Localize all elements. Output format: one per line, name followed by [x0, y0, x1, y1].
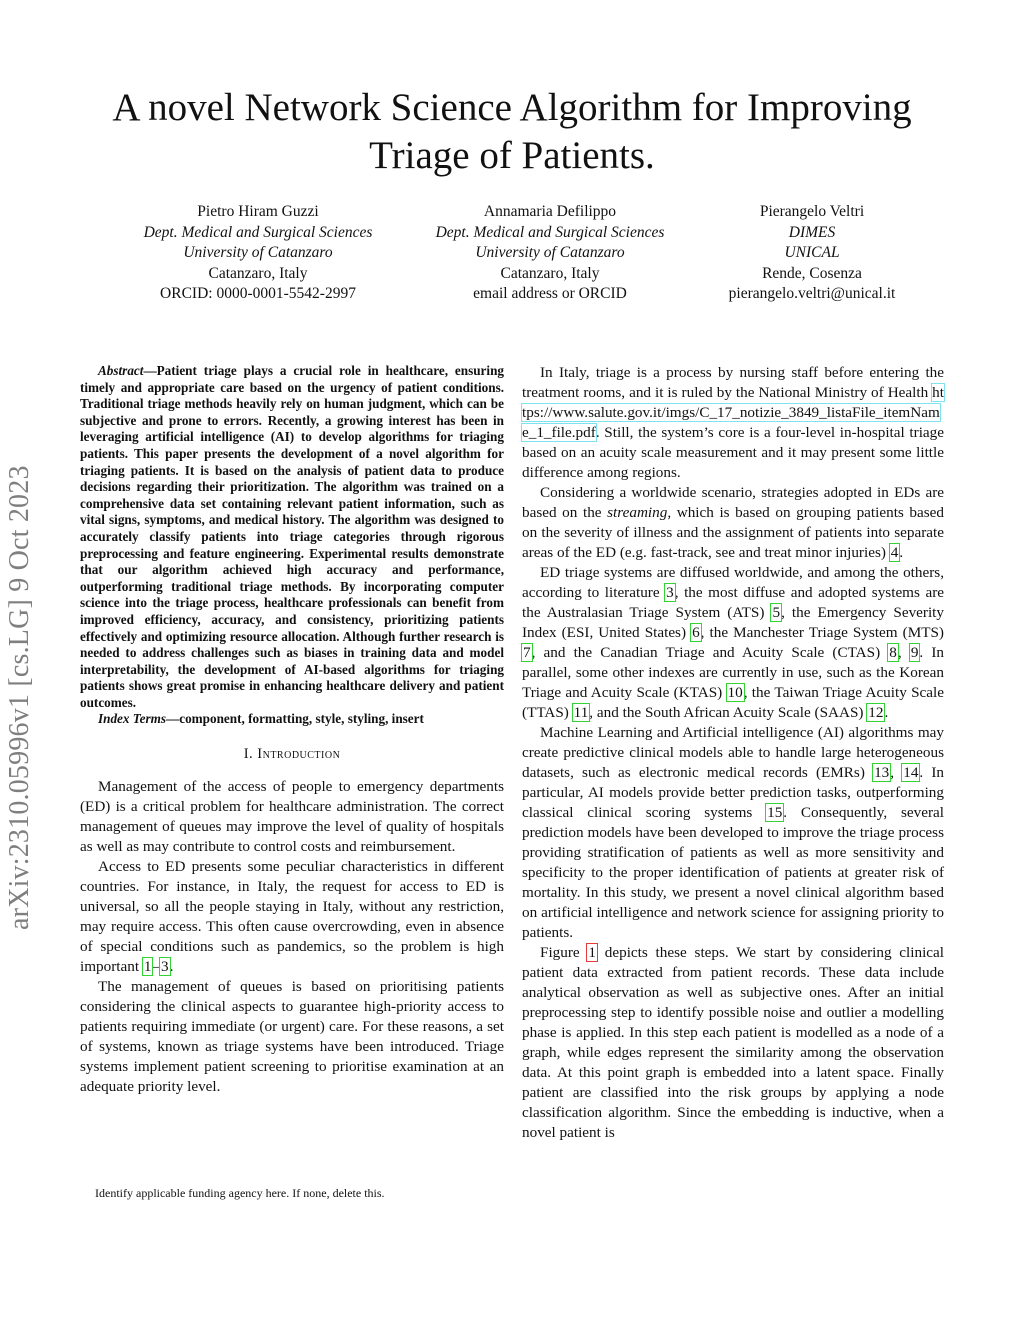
text-run: . — [899, 544, 904, 561]
text-run: , which is based on grouping patients based on the severity of illness and the assignment of patients into separate areas of the ED (e.g. fast-track, see and treat minor injuries) — [522, 504, 945, 561]
text-run: . In parallel, some other indexes are currently in use, such as the Korean Triage and Acuity Scale (KTAS) — [522, 644, 945, 701]
citation-link[interactable]: 3 — [161, 958, 169, 976]
text-run: Access to ED presents some peculiar characteristics in different countries. For instance, in Italy, the request for access to ED is universal, so all the people staying in Italy, without any restriction, may require access. This often cause overcrowding, even in absence of special conditions such as pandemics, so the problem is high important — [80, 858, 504, 976]
text-run: . — [169, 958, 174, 976]
citation-link[interactable]: 12 — [868, 704, 884, 721]
text-run: , — [897, 644, 910, 661]
author-3 — [692, 202, 932, 305]
citation-link[interactable]: 15 — [767, 804, 783, 821]
author-dept: DIMES — [788, 223, 836, 241]
author-city: Catanzaro, Italy — [500, 264, 600, 282]
text-run: Machine Learning and Artificial intelligence (AI) algorithms may create predictive clinical models able to handle large heterogeneous datasets, such as electronic medical records (EMRs) — [522, 724, 944, 781]
citation-link[interactable]: 11 — [573, 704, 589, 721]
section-heading: I. Introduction — [243, 746, 341, 763]
arxiv-identifier[interactable]: arXiv:2310.05996v1 [cs.LG] 9 Oct 2023 — [4, 465, 35, 930]
right-column — [522, 363, 944, 1143]
url-link[interactable]: https://www.salute.gov.it/imgs/C_17_notizie_3849_listaFile_itemName_1_file.pdf — [522, 384, 944, 441]
citation-link[interactable]: 10 — [727, 684, 743, 701]
author-contact: pierangelo.veltri@unical.it — [728, 285, 896, 303]
citation-link[interactable]: 3 — [666, 584, 674, 601]
author-city: Catanzaro, Italy — [208, 264, 308, 282]
citation-link[interactable]: 4 — [890, 544, 899, 561]
index-terms — [80, 711, 504, 728]
text-run: , and the South African Acuity Scale (SAAS) — [589, 704, 868, 721]
author-university: UNICAL — [784, 244, 840, 262]
author-name: Pierangelo Veltri — [759, 203, 865, 220]
left-column — [80, 363, 504, 1097]
text-run: , the Emergency Severity Index (ESI, United States) — [522, 604, 944, 641]
abstract — [80, 363, 504, 711]
text-run: depicts these steps. We start by considering clinical patient data extracted from patient records. These data include analytical observation as well as subjective ones. After an initial preprocessing step to identify possible noise and outlier a modelling phase is applied. In this step each patient is modelled as a node of a graph, while edges represent the similarity among the observation data. At this point graph is embedded into a latent space. Finally patient are classified into the risk groups by applying a node classification algorithm. Since the embedding is inductive, when a novel patient is — [522, 944, 944, 1141]
text-run: ED triage systems are diffused worldwide, and among the others, according to literature — [522, 564, 944, 601]
text-run: , the Taiwan Triage Acuity Scale (TTAS) — [522, 684, 945, 721]
citation-link[interactable]: 8 — [889, 644, 897, 661]
author-university: University of Catanzaro — [475, 244, 625, 262]
footnote: Identify applicable funding agency here. If none, delete this. — [95, 1186, 385, 1200]
citation-link[interactable]: 14 — [903, 764, 919, 781]
author-dept: Dept. Medical and Surgical Sciences — [143, 223, 373, 241]
citation-link[interactable]: 1 — [143, 958, 152, 976]
citation-link[interactable]: 5 — [772, 604, 781, 621]
citation-link[interactable]: 6 — [692, 624, 700, 641]
emphasis: streaming — [607, 504, 668, 521]
author-university: University of Catanzaro — [183, 244, 333, 262]
citation-link[interactable]: 7 — [523, 644, 531, 661]
body-paragraph — [522, 943, 944, 1143]
index-terms-label: Index Terms — [98, 711, 167, 727]
author-dept: Dept. Medical and Surgical Sciences — [435, 223, 665, 241]
citation-link[interactable]: 9 — [910, 644, 919, 661]
text-run: . Still, the system’s core is a four-level in-hospital triage based on an acuity scale measurement and it may present some little difference among regions. — [522, 424, 944, 481]
text-run: In Italy, triage is a process by nursing staff before entering the treatment rooms, and it is ruled by the National Ministry of Health — [522, 364, 944, 401]
author-2 — [390, 202, 710, 305]
abstract-text: —Patient triage plays a crucial role in healthcare, ensuring timely and appropriate care based on the urgency of patient conditions. Traditional triage methods heavily rely on human judgment, which can be subjective and prone to errors. Recently, a growing interest has been in leveraging artificial intelligence (AI) to develop algorithms for triaging patients. This paper presents the development of a novel algorithm for triaging patients. It is based on the analysis of patient data to produce decisions regarding their prioritization. The algorithm was trained on a comprehensive data set containing relevant patient information, such as vital signs, symptoms, and medical history. The algorithm was designed to accurately classify patients into triage categories through rigorous preprocessing and feature engineering. Experimental results demonstrate that our algorithm achieved high accuracy and performance, outperforming traditional triage methods. By incorporating computer science into the triage process, healthcare professionals can benefit from improved efficiency, accuracy, and consistency, prioritizing patients effectively and optimizing resource allocation. Although further research is needed to address challenges such as biases in training data and model interpretability, the development of AI-based algorithms for triaging patients shows great promise in enhancing healthcare delivery and patient outcomes. — [80, 363, 504, 710]
author-city: Rende, Cosenza — [762, 264, 862, 282]
author-1 — [98, 202, 418, 305]
intro-paragraph: The management of queues is based on prioritising patients considering the clinical aspects to guarantee high-priority access to patients requiring immediate (or urgent) care. For these reasons, a set of systems, known as triage systems have been introduced. Triage systems implement patient screening to prioritise examination at an adequate priority level. — [80, 978, 504, 1096]
author-name: Annamaria Defilippo — [483, 203, 617, 220]
author-contact: ORCID: 0000-0001-5542-2997 — [160, 285, 356, 303]
text-run: Figure — [540, 944, 588, 961]
text-run: , — [890, 764, 903, 781]
author-name: Pietro Hiram Guzzi — [197, 203, 319, 220]
figure-link[interactable]: 1 — [588, 944, 597, 961]
text-run: – — [152, 958, 161, 976]
text-run: . — [884, 704, 889, 721]
text-run: . Consequently, several prediction models have been developed to improve the triage process providing stratification of patients as well as more sensitivity and specificity to the proper identification of patients at greater risk of mortality. In this study, we present a novel clinical algorithm based on artificial intelligence and network science for assigning priority to patients. — [522, 804, 944, 941]
intro-body — [80, 777, 504, 1097]
intro-paragraph: Management of the access of people to emergency departments (ED) is a critical problem for healthcare administration. The correct management of queues may improve the level of quality of hospitals as well as may contribute to control costs and reimbursement. — [80, 778, 504, 856]
index-terms-text: —component, formatting, style, styling, insert — [166, 711, 424, 727]
author-contact: email address or ORCID — [473, 285, 627, 303]
text-run: , and the Canadian Triage and Acuity Scale (CTAS) — [531, 644, 889, 661]
body-paragraph — [522, 483, 944, 563]
body-paragraph — [522, 563, 944, 723]
body-paragraph — [522, 363, 944, 483]
paper-title: A novel Network Science Algorithm for Improving Triage of Patients. — [112, 86, 912, 177]
abstract-label: Abstract — [98, 363, 144, 378]
text-run: . In particular, AI models provide better prediction tasks, outperforming classical clinical scoring systems — [522, 764, 945, 821]
intro-paragraph — [80, 857, 504, 977]
text-run: Considering a worldwide scenario, strategies adopted in EDs are based on the — [522, 484, 944, 521]
citation-link[interactable]: 13 — [874, 764, 890, 781]
text-run: , the most diffuse and adopted systems are the Australasian Triage System (ATS) — [522, 584, 944, 621]
text-run: , the Manchester Triage System (MTS) — [700, 624, 944, 641]
body-paragraph — [522, 723, 944, 943]
